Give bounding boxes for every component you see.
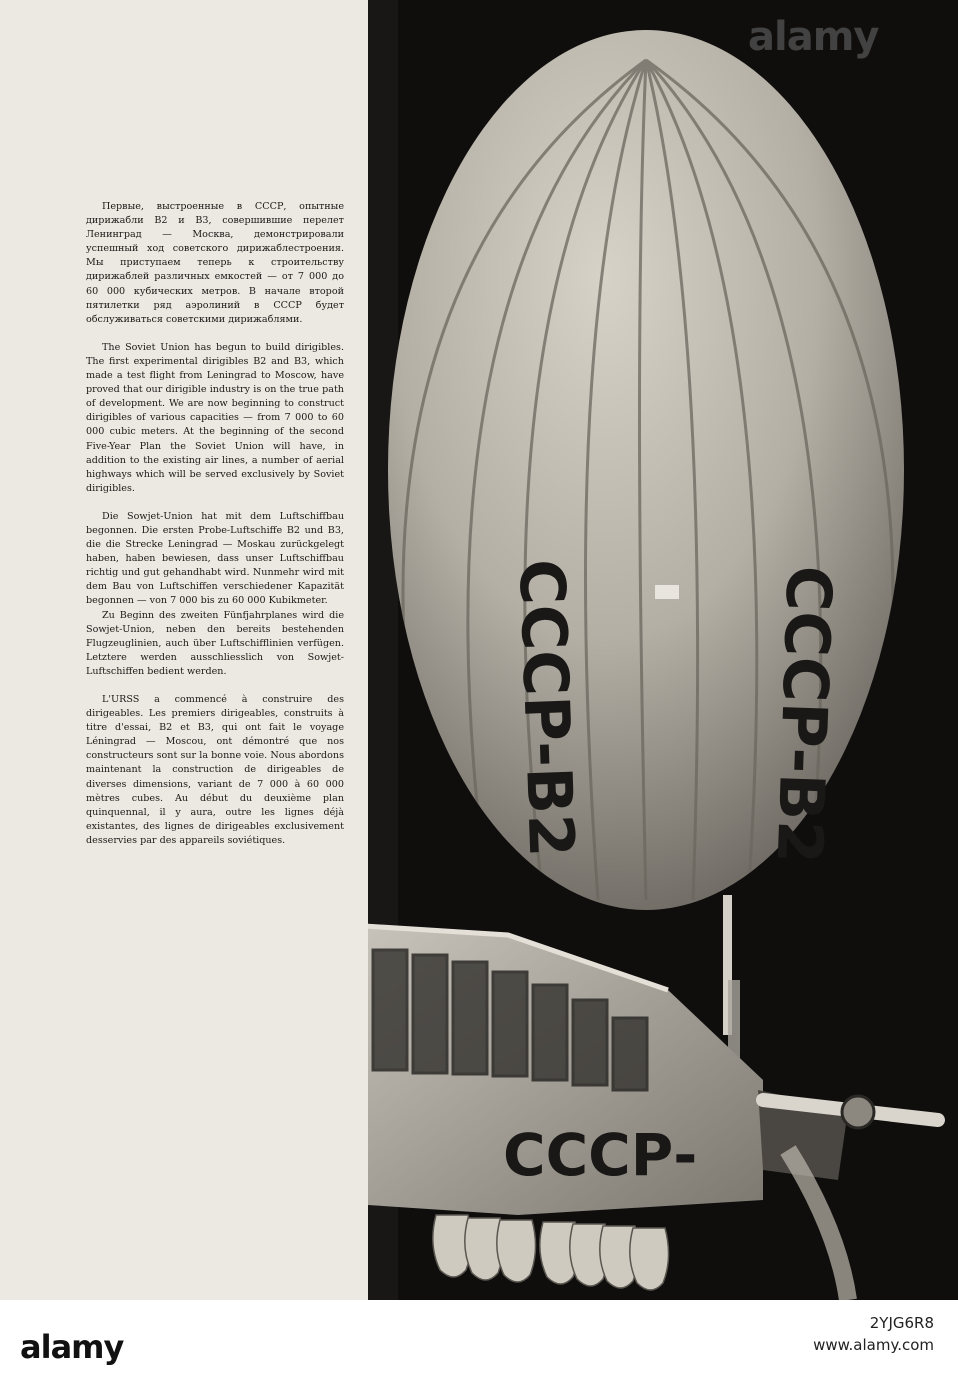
watermark-footer [0,1300,958,1390]
hull-marking-left: СССР-В2 [505,557,589,859]
hull-hatch [655,585,679,599]
watermark-id-block [813,1312,934,1356]
paragraph-english: The Soviet Union has begun to build dirigibles. The first experimental dirigibles B2 and B3, which made a test flight from Leningrad to Moscow, have proved that our dirigible industry is on the true path of development. We are now beginning to construct dirigibles of various capacities — from 7 000 to 60 000 cubic meters. At the beginning of the second Five-Year Plan the Soviet Union will have, in addition to the existing air lines, a number of aerial highways which will be served exclusively by Soviet dirigibles. [86,341,344,494]
watermark-image-id: 2YJG6R8 [869,1314,934,1332]
paragraph-german-2: Zu Beginn des zweiten Fünfjahrplanes wird die Sowjet-Union, neben den bereits bestehenden Flugzeuglinien, auch über Luftschifflinien verfügen. Letztere werden ausschliesslich von Sowjet-Luftschiffen bedient werden. [86,609,344,677]
paragraph-russian: Первые, выстроенные в СССР, опытные дирижабли В2 и В3, совершившие перелет Ленинград — Москва, демонстрировали успешный ход советского дирижаблестроения. Мы приступаем теперь к строительству дирижаблей различных емкостей — от 7 000 до 60 000 кубических метров. В начале второй пятилетки ряд аэролиний в СССР будет обслуживаться советскими дирижаблями. [86,201,344,325]
article-text-column [86,200,344,848]
watermark-overlay-logo: alamy [748,14,879,60]
airship-photograph [368,0,958,1300]
watermark-logo: alamy [20,1328,124,1366]
watermark-url: www.alamy.com [813,1336,934,1354]
gondola-marking: СССР- [503,1121,698,1189]
paragraph-german-1: Die Sowjet-Union hat mit dem Luftschiffbau begonnen. Die ersten Probe-Luftschiffe B2 und B3, die die Strecke Leningrad — Moskau zurückgelegt haben, haben bewiesen, dass unser Luftschiffbau richtig und gut gehandhabt wird. Nunmehr wird mit dem Bau von Luftschiffen verschiedener Kapazität begonnen — von 7 000 bis zu 60 000 Kubikmeter. [86,510,344,607]
paragraph-french: L'URSS a commencé à construire des dirigeables. Les premiers dirigeables, construits à titre d'essai, B2 et B3, qui ont fait le voyage Léningrad — Moscou, ont démontré que nos constructeurs sont sur la bonne voie. Nous abordons maintenant la construction de dirigeables de diverses dimensions, variant de 7 000 à 60 000 mètres cubes. Au début du deuxième plan quinquennal, il y aura, outre les lignes déjà existantes, des lignes de dirigeables exclusivement desservies par des appareils soviétiques. [86,694,344,846]
airship-illustration [368,0,958,1300]
hull-marking-right: СССР-В2 [762,564,846,865]
